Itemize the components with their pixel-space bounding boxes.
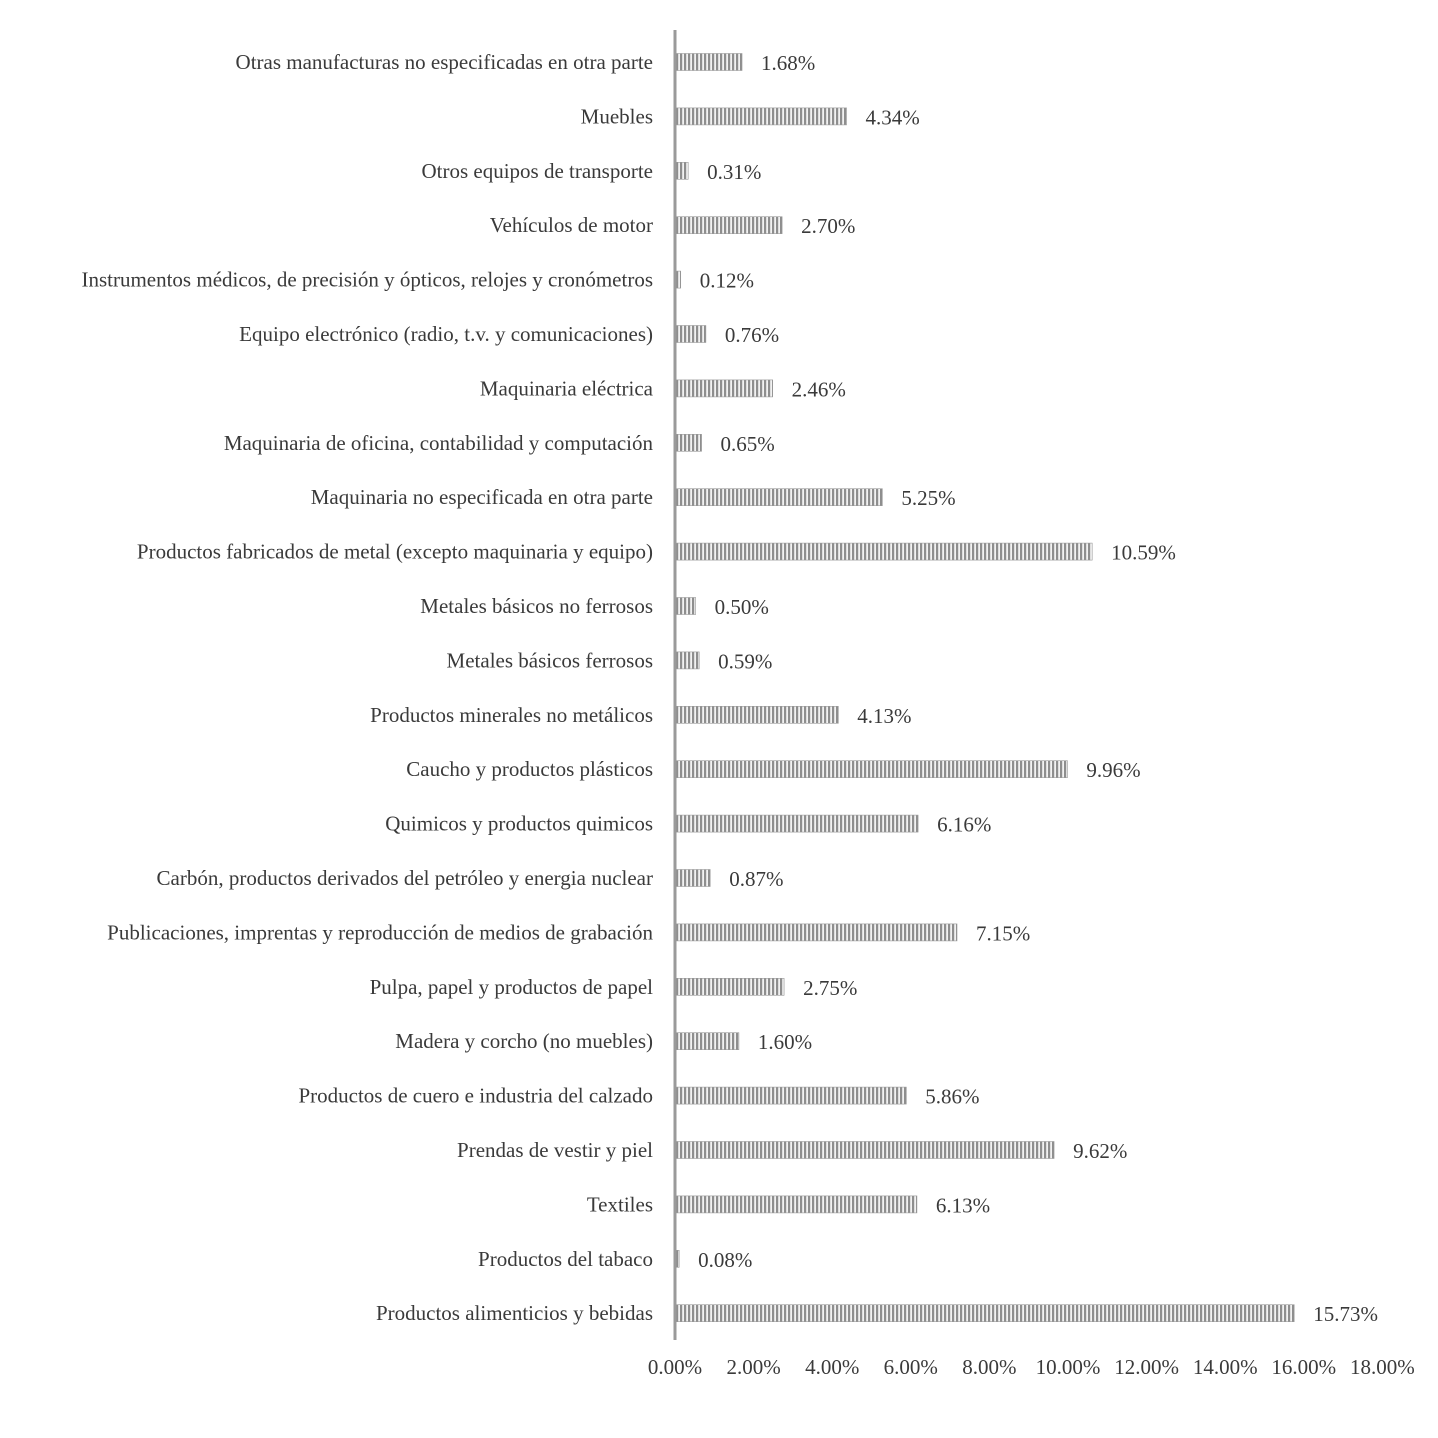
category-label: Productos fabricados de metal (excepto maquinaria y equipo) bbox=[136, 539, 653, 564]
data-label: 1.68% bbox=[761, 51, 816, 75]
x-tick-label: 18.00% bbox=[1350, 1355, 1415, 1379]
data-label: 0.59% bbox=[718, 649, 773, 674]
category-label: Pulpa, papel y productos de papel bbox=[369, 974, 653, 999]
bar bbox=[676, 815, 918, 832]
bar bbox=[676, 543, 1092, 560]
bar bbox=[676, 271, 681, 288]
category-label: Metales básicos no ferrosos bbox=[420, 594, 653, 618]
data-label: 2.70% bbox=[801, 214, 856, 239]
category-label: Instrumentos médicos, de precisión y ópticos, relojes y cronómetros bbox=[81, 267, 653, 292]
bar bbox=[676, 924, 957, 941]
category-label: Textiles bbox=[586, 1192, 653, 1217]
data-label: 0.12% bbox=[699, 268, 754, 293]
data-label: 0.50% bbox=[714, 595, 769, 619]
data-label: 9.96% bbox=[1086, 758, 1141, 783]
data-label: 10.59% bbox=[1111, 540, 1176, 565]
x-tick-label: 0.00% bbox=[647, 1355, 703, 1379]
category-labels-group bbox=[81, 50, 653, 1325]
bar bbox=[676, 652, 699, 669]
category-label: Madera y corcho (no muebles) bbox=[395, 1029, 653, 1054]
bar bbox=[676, 1142, 1054, 1159]
category-label: Publicaciones, imprentas y reproducción de medios de grabación bbox=[107, 920, 653, 945]
category-label: Metales básicos ferrosos bbox=[446, 648, 653, 673]
data-label: 0.08% bbox=[698, 1247, 753, 1272]
bar bbox=[676, 54, 742, 71]
category-label: Productos de cuero e industria del calzado bbox=[298, 1083, 653, 1108]
category-label: Muebles bbox=[580, 104, 653, 129]
bar bbox=[676, 761, 1067, 778]
data-label: 4.13% bbox=[857, 703, 912, 728]
bar bbox=[676, 434, 702, 451]
x-axis-ticks-group bbox=[648, 1355, 1415, 1379]
bar bbox=[676, 326, 706, 343]
data-label: 0.76% bbox=[724, 323, 780, 347]
category-label: Quimicos y productos quimicos bbox=[385, 811, 653, 836]
category-label: Otros equipos de transporte bbox=[421, 158, 653, 183]
data-label: 7.15% bbox=[975, 921, 1031, 946]
x-tick-label: 16.00% bbox=[1271, 1355, 1337, 1379]
data-label: 5.25% bbox=[901, 486, 956, 511]
bar bbox=[676, 380, 773, 397]
data-label: 0.31% bbox=[707, 159, 762, 184]
x-tick-label: 2.00% bbox=[726, 1355, 781, 1379]
data-label: 6.16% bbox=[937, 812, 992, 837]
bar bbox=[676, 108, 847, 125]
bar bbox=[676, 1033, 739, 1050]
bar bbox=[676, 1196, 917, 1213]
data-label: 1.60% bbox=[757, 1030, 813, 1055]
category-label: Caucho y productos plásticos bbox=[406, 757, 653, 782]
data-label: 2.46% bbox=[791, 377, 846, 402]
bar bbox=[676, 598, 696, 615]
x-tick-label: 6.00% bbox=[883, 1355, 938, 1379]
data-label: 5.86% bbox=[925, 1084, 980, 1109]
bar bbox=[676, 489, 882, 506]
data-label: 0.87% bbox=[729, 867, 784, 891]
value-labels-group bbox=[698, 51, 1378, 1326]
bars-group bbox=[676, 54, 1294, 1322]
bar bbox=[676, 978, 784, 995]
x-tick-label: 14.00% bbox=[1192, 1355, 1258, 1379]
data-label: 6.13% bbox=[935, 1193, 991, 1218]
data-label: 9.62% bbox=[1073, 1139, 1128, 1163]
bar bbox=[676, 217, 782, 234]
data-label: 0.65% bbox=[720, 431, 775, 456]
bar bbox=[676, 706, 838, 723]
category-label: Productos alimenticios y bebidas bbox=[375, 1301, 653, 1326]
category-label: Productos minerales no metálicos bbox=[370, 702, 653, 727]
bar bbox=[676, 162, 688, 179]
category-label: Carbón, productos derivados del petróleo y energia nuclear bbox=[156, 866, 653, 890]
category-label: Maquinaria no especificada en otra parte bbox=[310, 485, 653, 510]
data-label: 4.34% bbox=[865, 105, 920, 130]
category-label: Maquinaria eléctrica bbox=[479, 376, 653, 401]
category-label: Maquinaria de oficina, contabilidad y computación bbox=[223, 430, 653, 455]
x-tick-label: 4.00% bbox=[805, 1355, 860, 1379]
category-label: Vehículos de motor bbox=[489, 213, 653, 238]
bar bbox=[676, 870, 710, 887]
data-label: 2.75% bbox=[803, 975, 858, 1000]
category-label: Equipo electrónico (radio, t.v. y comunicaciones) bbox=[239, 322, 653, 346]
category-label: Productos del tabaco bbox=[478, 1246, 653, 1271]
x-tick-label: 10.00% bbox=[1035, 1355, 1101, 1379]
x-tick-label: 8.00% bbox=[962, 1355, 1017, 1379]
x-tick-label: 12.00% bbox=[1114, 1355, 1179, 1379]
data-label: 15.73% bbox=[1313, 1302, 1378, 1327]
category-label: Prendas de vestir y piel bbox=[457, 1138, 653, 1162]
category-label: Otras manufacturas no especificadas en otra parte bbox=[235, 50, 653, 74]
bar bbox=[676, 1305, 1294, 1322]
bar bbox=[676, 1087, 906, 1104]
